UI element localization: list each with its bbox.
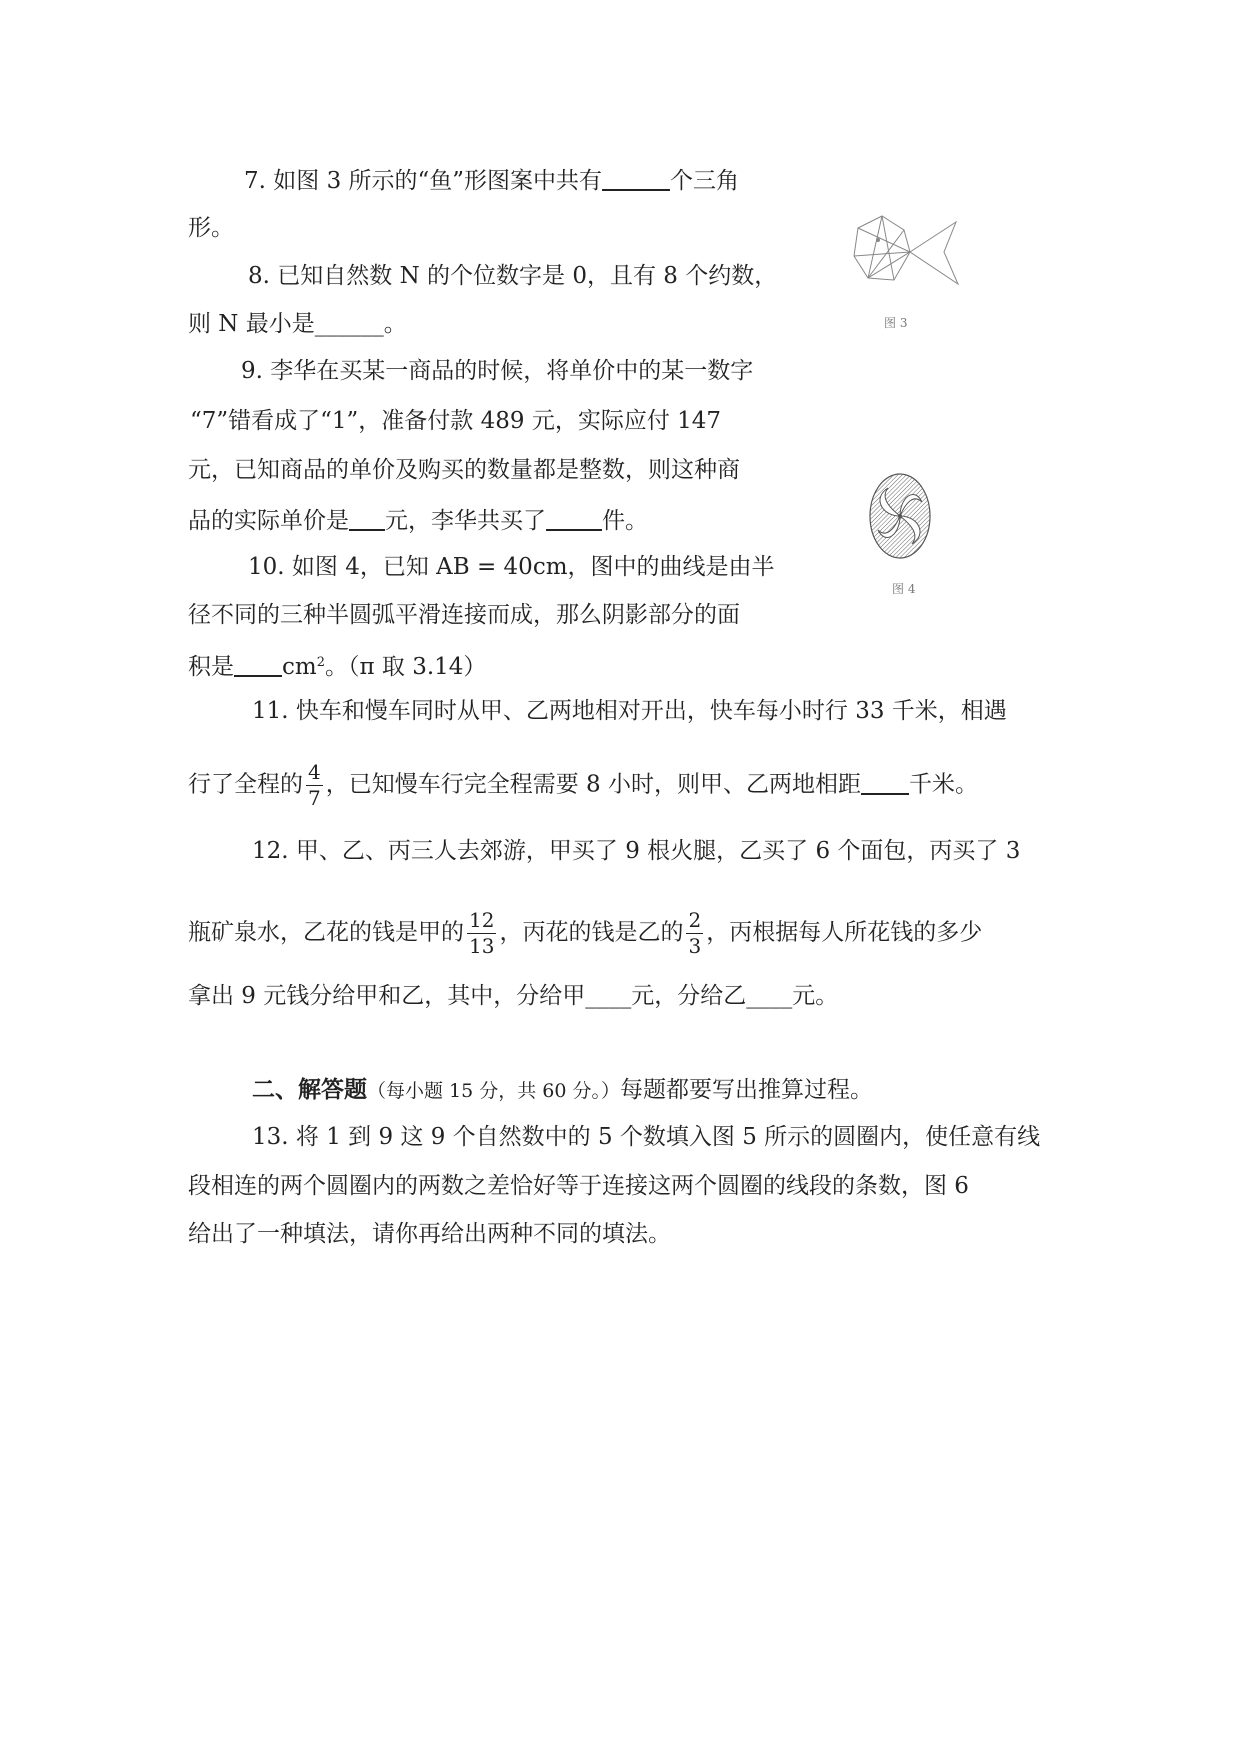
section2-instruction: 每题都要写出推算过程。 (620, 1077, 874, 1103)
q12-line1: 12. 甲、乙、丙三人去郊游，甲买了 9 根火腿，乙买了 6 个面包，丙买了 3 (252, 838, 1021, 864)
section2-heading (252, 1078, 873, 1102)
pinwheel-figure (862, 468, 938, 564)
q9-line4: 品的实际单价是 元，李华共买了 件。 (188, 508, 648, 534)
fish-figure (848, 210, 968, 290)
q10-line1: 10. 如图 4，已知 AB = 40cm，图中的曲线是由半 (248, 554, 775, 580)
answer-blank (602, 167, 670, 191)
q9-line3: 元，已知商品的单价及购买的数量都是整数，则这种商 (188, 457, 740, 483)
q9-line2: “7”错看成了“1”，准备付款 489 元，实际应付 147 (190, 408, 722, 434)
q7-line1: 7. 如图 3 所示的“鱼”形图案中共有 个三角 (244, 168, 740, 194)
fig4-caption: 图 4 (892, 582, 916, 596)
answer-blank (234, 653, 282, 677)
q12-line3: 拿出 9 元钱分给甲和乙，其中，分给甲____元，分给乙____元。 (188, 983, 839, 1009)
fraction: $\frac{2}{3}$ (688, 908, 702, 958)
q13-line2: 段相连的两个圆圈内的两数之差恰好等于连接这两个圆圈的线段的条数，图 6 (188, 1173, 969, 1199)
q12-line2: 瓶矿泉水，乙花的钱是甲的 $\frac{12}{13}$ ，丙花的钱是乙的 $\frac{2}{3}$ ，丙根据每人所花钱的多少 (188, 908, 983, 958)
q9-line1: 9. 李华在买某一商品的时候，将单价中的某一数字 (241, 358, 754, 384)
answer-blank (546, 507, 602, 531)
fraction: $\frac{4}{7}$ (308, 760, 321, 810)
q7-line2: 形。 (188, 215, 234, 241)
q11-line1: 11. 快车和慢车同时从甲、乙两地相对开出，快车每小时行 33 千米，相遇 (252, 698, 1007, 724)
q13-line3: 给出了一种填法，请你再给出两种不同的填法。 (188, 1221, 671, 1247)
q11-line2: 行了全程的 $\frac{4}{7}$ ，已知慢车行完全程需要 8 小时，则甲、乙两地相距 千米。 (188, 760, 978, 810)
answer-blank (861, 771, 909, 795)
q8-line1: 8. 已知自然数 N 的个位数字是 0，且有 8 个约数， (248, 263, 778, 289)
q13-line1: 13. 将 1 到 9 这 9 个自然数中的 5 个数填入图 5 所示的圆圈内，使任意有线 (252, 1124, 1041, 1150)
answer-blank (349, 507, 385, 531)
fraction: $\frac{12}{13}$ (469, 908, 495, 958)
section2-note: （每小题 15 分，共 60 分。） (367, 1080, 621, 1102)
section2-title: 二、解答题 (252, 1076, 367, 1103)
q10-line2: 径不同的三种半圆弧平滑连接而成，那么阴影部分的面 (188, 602, 740, 628)
q8-line2: 则 N 最小是______。 (188, 311, 407, 337)
q10-line3: 积是 $cm^2$。（π 取 3.14） (188, 654, 487, 680)
fig3-caption: 图 3 (884, 316, 908, 330)
